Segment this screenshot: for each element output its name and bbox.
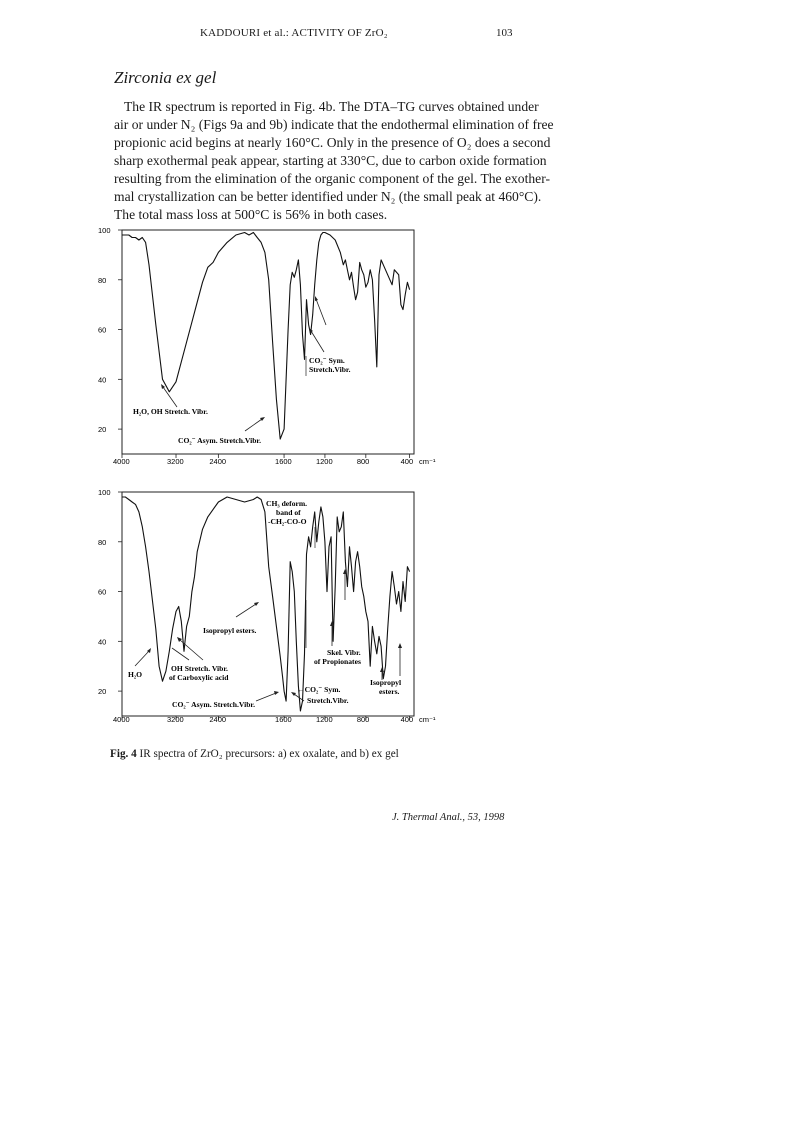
x-tick-label: 2400: [209, 715, 227, 724]
arrow-head: [315, 296, 318, 301]
x-tick-label: 1600: [275, 715, 292, 724]
arrow-head: [291, 692, 296, 696]
x-axis-unit: cm⁻¹: [419, 715, 436, 724]
y-tick-label: 20: [98, 687, 107, 697]
arrow-asym-b: [256, 693, 276, 701]
annotations-a: [133, 296, 351, 445]
annotation-skel-vibr: Skel. Vibr.: [327, 648, 361, 657]
annotation-co2-sym-a: CO₂⁻ Sym.: [309, 356, 345, 365]
arrow-sym-2: [311, 331, 324, 352]
arrow-head: [254, 602, 259, 606]
paragraph-line: sharp exothermal peak appear, starting at 330°C, due to carbon oxide formation: [114, 153, 547, 168]
annotation-h2o-oh-stretch: H₂O, OH Stretch. Vibr.: [133, 407, 208, 416]
annotation-isopropyl-esters: Isopropyl esters.: [203, 626, 257, 635]
annotation-ch3-deform: CH₃ deform.: [266, 499, 308, 508]
annotation-stretch-vibr-a: Stretch.Vibr.: [309, 365, 351, 374]
annotation-co2-sym-b: ←CO₂⁻ Sym.: [297, 685, 341, 694]
y-tick-label: 80: [98, 275, 107, 285]
arrow-isopropyl: [236, 604, 256, 617]
annotations-b: [128, 499, 402, 709]
y-tick-label: 60: [98, 325, 107, 335]
paragraph-line: The total mass loss at 500°C is 56% in both cases.: [114, 207, 388, 222]
ir-spectrum-a: [98, 226, 436, 466]
arrow-head: [398, 643, 402, 648]
y-tick-label: 20: [98, 425, 107, 435]
x-tick-label: 800: [356, 715, 370, 724]
y-tick-label: 80: [98, 537, 107, 547]
annotation-isopropyl: Isopropyl: [370, 678, 402, 687]
y-tick-label: 100: [98, 488, 111, 497]
y-tick-label: 40: [98, 375, 107, 385]
y-tick-label: 100: [98, 226, 111, 235]
arrow-head: [274, 691, 279, 695]
arrow-co2-asym-a: [245, 419, 262, 431]
annotation-stretch-vibr-b: Stretch.Vibr.: [307, 696, 349, 705]
paragraph-line: propionic acid begins at nearly 160°C. Only in the presence of O₂ does a second: [114, 135, 551, 150]
figure-label: Fig. 4: [110, 748, 137, 760]
caption-text: IR spectra of ZrO₂ precursors: a) ex oxalate, and b) ex gel: [136, 748, 399, 760]
paragraph-line: The IR spectrum is reported in Fig. 4b. The DTA–TG curves obtained under: [124, 99, 539, 114]
x-tick-label: 4000: [113, 715, 130, 724]
annotation-esters: esters.: [379, 687, 400, 696]
x-tick-label: 2400: [209, 457, 227, 466]
x-axis-unit: cm⁻¹: [419, 457, 436, 466]
x-tick-label: 1200: [315, 457, 333, 466]
x-tick-label: 3200: [167, 715, 184, 724]
section-heading: Zirconia ex gel: [114, 68, 217, 87]
annotation-band-of: band of: [276, 508, 301, 517]
spectrum-line: [122, 497, 410, 711]
plot-frame: [122, 230, 414, 454]
annotation-h2o-b: H₂O: [128, 670, 143, 679]
x-tick-label: 400: [400, 457, 414, 466]
arrow-head: [161, 384, 165, 389]
y-tick-label: 60: [98, 587, 107, 597]
annotation-oh-stretch: OH Stretch. Vibr.: [171, 664, 228, 673]
arrow-head: [380, 667, 384, 672]
x-tick-label: 1600: [275, 457, 292, 466]
annotation-carboxylic-acid: of Carboxylic acid: [169, 673, 229, 682]
annotation-co2-asym-a: CO₂⁻ Asym. Stretch.Vibr.: [178, 436, 261, 445]
paragraph-line: air or under N₂ (Figs 9a and 9b) indicate that the endothermal elimination of free: [114, 117, 554, 132]
figure-caption: [110, 748, 399, 760]
arrow-h2o-b: [135, 651, 149, 666]
running-header: KADDOURI et al.: ACTIVITY OF ZrO₂: [200, 27, 388, 39]
annotation-ch2-co-o: -CH₂-CO-O: [268, 517, 307, 526]
annotation-co2-asym-b: CO₂⁻ Asym. Stretch.Vibr.: [172, 700, 255, 709]
journal-citation: J. Thermal Anal., 53, 1998: [392, 812, 505, 823]
arrow-oh-2: [172, 648, 189, 660]
x-tick-label: 400: [400, 715, 414, 724]
paragraph-line: resulting from the elimination of the organic component of the gel. The exother-: [114, 171, 550, 186]
paragraph-line: mal crystallization can be better identified under N₂ (the small peak at 460°C).: [114, 189, 542, 204]
x-tick-label: 3200: [167, 457, 184, 466]
arrow-head: [260, 417, 265, 421]
x-tick-label: 4000: [113, 457, 130, 466]
annotation-of-propionates: of Propionates: [314, 657, 361, 666]
x-tick-label: 800: [356, 457, 370, 466]
x-tick-label: 1200: [315, 715, 333, 724]
page-number: 103: [496, 27, 513, 39]
arrow-sym-1: [316, 299, 326, 325]
y-tick-label: 40: [98, 637, 107, 647]
